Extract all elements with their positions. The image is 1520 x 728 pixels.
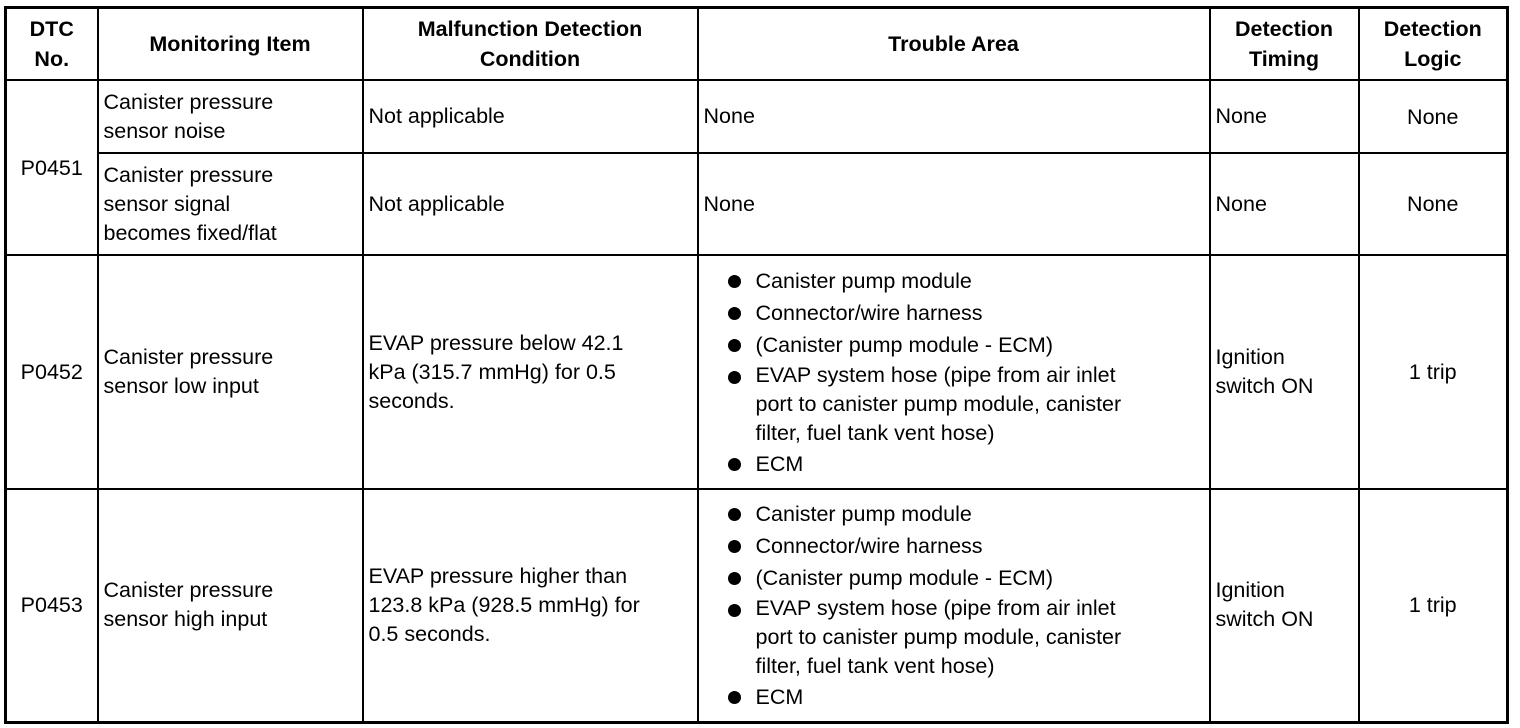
header-trouble-area: Trouble Area [698, 8, 1210, 81]
dtc-code-cell: P0451 [6, 80, 98, 255]
table-row [6, 489, 1508, 722]
detection-logic-cell: 1 trip [1359, 489, 1508, 722]
trouble-area-list [704, 498, 1204, 713]
list-item: (Canister pump module - ECM) [704, 562, 1204, 594]
list-item: EVAP system hose (pipe from air inlet port to canister pump module, canister filter, fuel tank vent hose) [704, 594, 1204, 681]
detection-timing-cell: Ignition switch ON [1210, 489, 1359, 722]
dtc-code-cell: P0452 [6, 255, 98, 489]
header-malfunction-condition: Malfunction Detection Condition [363, 8, 698, 81]
list-item: Connector/wire harness [704, 297, 1204, 329]
header-row [6, 8, 1508, 81]
header-dtc-no: DTC No. [6, 8, 98, 81]
trouble-area-list [704, 265, 1204, 480]
dtc-table-container [4, 6, 1509, 724]
trouble-area-cell [698, 255, 1210, 489]
detection-logic-cell: None [1359, 80, 1508, 153]
list-item: ECM [704, 448, 1204, 480]
header-detection-logic: Detection Logic [1359, 8, 1508, 81]
list-item: Canister pump module [704, 498, 1204, 530]
condition-cell: EVAP pressure below 42.1 kPa (315.7 mmHg) for 0.5 seconds. [363, 255, 698, 489]
trouble-area-cell: None [698, 80, 1210, 153]
monitoring-item-cell: Canister pressure sensor low input [98, 255, 363, 489]
detection-timing-cell: None [1210, 80, 1359, 153]
monitoring-item-cell: Canister pressure sensor high input [98, 489, 363, 722]
detection-timing-cell: None [1210, 153, 1359, 255]
header-monitoring-item: Monitoring Item [98, 8, 363, 81]
monitoring-item-cell: Canister pressure sensor signal becomes fixed/flat [98, 153, 363, 255]
list-item: ECM [704, 681, 1204, 713]
trouble-area-cell: None [698, 153, 1210, 255]
condition-cell: Not applicable [363, 80, 698, 153]
list-item: (Canister pump module - ECM) [704, 329, 1204, 361]
header-detection-timing: Detection Timing [1210, 8, 1359, 81]
detection-logic-cell: 1 trip [1359, 255, 1508, 489]
list-item: EVAP system hose (pipe from air inlet port to canister pump module, canister filter, fuel tank vent hose) [704, 361, 1204, 448]
table-row [6, 80, 1508, 153]
table-row [6, 255, 1508, 489]
detection-logic-cell: None [1359, 153, 1508, 255]
condition-cell: Not applicable [363, 153, 698, 255]
condition-cell: EVAP pressure higher than 123.8 kPa (928.5 mmHg) for 0.5 seconds. [363, 489, 698, 722]
dtc-table [4, 6, 1509, 724]
list-item: Canister pump module [704, 265, 1204, 297]
trouble-area-cell [698, 489, 1210, 722]
dtc-code-cell: P0453 [6, 489, 98, 722]
list-item: Connector/wire harness [704, 530, 1204, 562]
detection-timing-cell: Ignition switch ON [1210, 255, 1359, 489]
table-row [6, 153, 1508, 255]
monitoring-item-cell: Canister pressure sensor noise [98, 80, 363, 153]
